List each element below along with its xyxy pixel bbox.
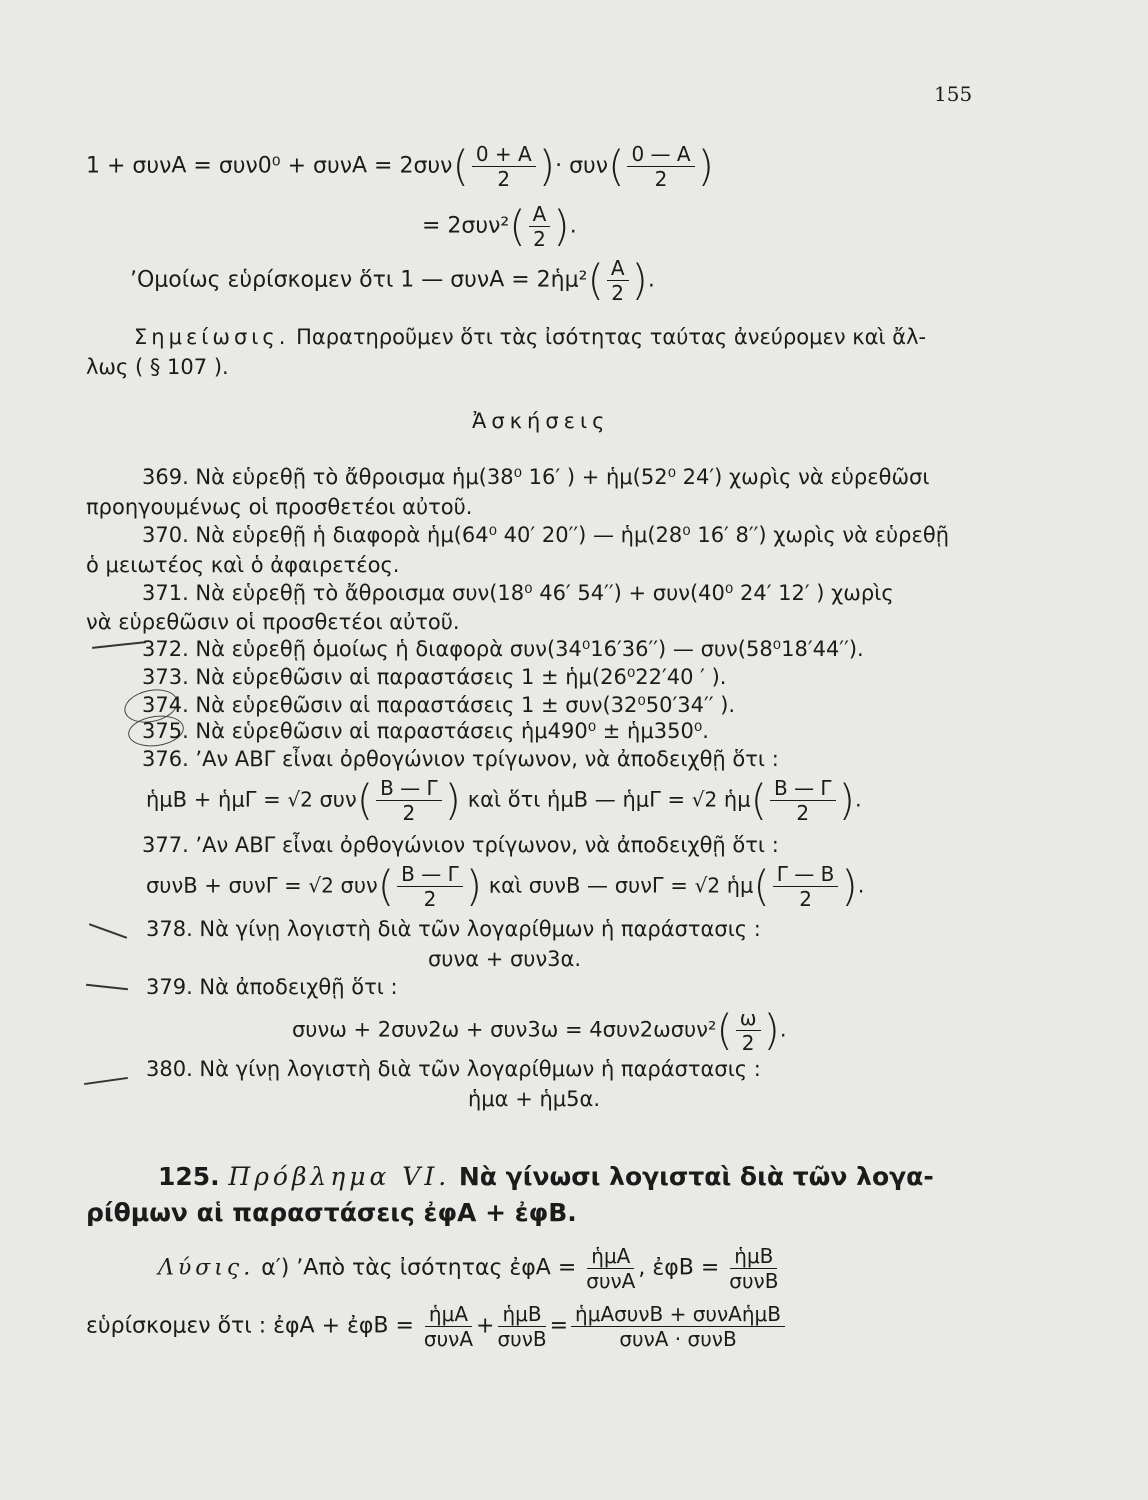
equation-line-1: 1 + συνΑ = συν0⁰ + συνΑ = 2συν( $\frac{0 + A}{2}$ )· συν( $\frac{0 — A}{2}$ ) <box>86 141 714 191</box>
bleed-through-text <box>720 380 726 402</box>
fraction: $\frac{0 + A}{2}$ <box>472 142 536 191</box>
exercise-376-text: 376. ʼΑν ΑΒΓ εἶναι ὀρθογώνιον τρίγωνον, νὰ ἀποδειχθῇ ὅτι : <box>142 747 779 771</box>
exercise-369-line-1: 369. Νὰ εὑρεθῇ τὸ ἄθροισμα ἡμ(38⁰ 16′ ) + ἡμ(52⁰ 24′) χωρὶς νὰ εὑρεθῶσι <box>142 465 930 489</box>
exercise-370-line-1: 370. Νὰ εὑρεθῇ ἡ διαφορὰ ἡμ(64⁰ 40′ 20′′) — ἡμ(28⁰ 16′ 8′′) χωρὶς νὰ εὑρεθῇ <box>142 523 950 547</box>
pencil-mark <box>92 641 146 649</box>
exercises-heading: Ἀσκήσεις <box>472 409 610 433</box>
exercise-377-text: 377. ʼΑν ΑΒΓ εἶναι ὀρθογώνιον τρίγωνον, νὰ ἀποδειχθῇ ὅτι : <box>142 833 779 857</box>
section-125-title-line-2: ρίθμων αἱ παραστάσεις ἐφΑ + ἐφΒ. <box>86 1198 577 1227</box>
exercise-376-formula: ἡμΒ + ἡμΓ = √2 συν( $\frac{B — \Gamma}{2}$ ) καὶ ὅτι ἡμΒ — ἡμΓ = √2 ἡμ( $\frac{B — \Gamma}{2}$ ). <box>146 775 862 825</box>
exercise-379-formula: συνω + 2συν2ω + συν3ω = 4συν2ωσυν²( $\frac{\omega}{2}$ ). <box>292 1005 787 1055</box>
exercise-373: 373. Νὰ εὑρεθῶσιν αἱ παραστάσεις 1 ± ἡμ(26⁰22′40 ′ ). <box>142 665 727 689</box>
solution-line-1: Λύσις. α′) ʼΑπὸ τὰς ἰσότητας ἐφΑ = $\frac{\text{ἡμΑ}}{\text{συνΑ}}$ , ἐφΒ = $\frac{\text{ἡμΒ}}{\text{συνΒ}}$ <box>158 1244 779 1293</box>
exercise-370-line-2: ὁ μειωτέος καὶ ὁ ἀφαιρετέος. <box>86 553 400 577</box>
exercise-378-text: 378. Νὰ γίνῃ λογιστὴ διὰ τῶν λογαρίθμων ἡ παράστασις : <box>146 917 761 941</box>
exercise-380-text: 380. Νὰ γίνῃ λογιστὴ διὰ τῶν λογαρίθμων ἡ παράστασις : <box>146 1057 761 1081</box>
exercise-372: 372. Νὰ εὑρεθῇ ὁμοίως ἡ διαφορὰ συν(34⁰16′36′′) — συν(58⁰18′44′′). <box>142 637 864 661</box>
exercise-371-line-2: νὰ εὑρεθῶσιν οἱ προσθετέοι αὐτοῦ. <box>86 610 460 634</box>
exercise-374: 374. Νὰ εὑρεθῶσιν αἱ παραστάσεις 1 ± συν(32⁰50′34′′ ). <box>142 693 736 717</box>
pencil-mark <box>86 984 128 990</box>
exercise-375: 375. Νὰ εὑρεθῶσιν αἱ παραστάσεις ἡμ490⁰ ± ἡμ350⁰. <box>142 719 709 743</box>
exercise-378-formula: συνα + συν3α. <box>428 947 582 971</box>
exercise-380-formula: ἡμα + ἡμ5α. <box>468 1087 601 1111</box>
equation-line-3: ʼΟμοίως εὑρίσκομεν ὅτι 1 — συνΑ = 2ἡμ²( $\frac{A}{2}$ ). <box>130 255 655 305</box>
solution-line-2: εὑρίσκομεν ὅτι : ἐφΑ + ἐφΒ = $\frac{\text{ἡμΑ}}{\text{συνΑ}}$ + $\frac{\text{ἡμΒ}}{\text{συνΒ}}$ = $\frac{\text{ἡμΑσυνΒ + συνΑἡμΒ}}{\text{συνΑ · συνΒ}}$ <box>86 1302 788 1351</box>
pencil-mark <box>84 1077 128 1085</box>
fraction: $\frac{A}{2}$ <box>607 256 629 305</box>
equation-text: 1 + συνΑ = συν0⁰ + συνΑ = 2συν <box>86 153 453 179</box>
equation-line-2: = 2συν²( $\frac{A}{2}$ ). <box>422 201 577 251</box>
exercise-371-line-1: 371. Νὰ εὑρεθῇ τὸ ἄθροισμα συν(18⁰ 46′ 54′′) + συν(40⁰ 24′ 12′ ) χωρὶς <box>142 581 894 605</box>
exercise-377-formula: συνΒ + συνΓ = √2 συν( $\frac{B — \Gamma}{2}$ ) καὶ συνΒ — συνΓ = √2 ἡμ( $\frac{\Gamma — B}{2}$ ). <box>146 861 865 911</box>
fraction: $\frac{0 — A}{2}$ <box>627 142 694 191</box>
note-line-2: λως ( § 107 ). <box>86 355 229 379</box>
pencil-mark <box>89 923 127 939</box>
fraction: $\frac{A}{2}$ <box>529 202 551 251</box>
exercise-369-line-2: προηγουμένως οἱ προσθετέοι αὐτοῦ. <box>86 495 473 519</box>
exercise-379-text: 379. Νὰ ἀποδειχθῇ ὅτι : <box>146 975 398 999</box>
note-line-1: Σημείωσις. Παρατηροῦμεν ὅτι τὰς ἰσότητας ταύτας ἀνεύρομεν καὶ ἄλ- <box>134 325 927 349</box>
page-number: 155 <box>934 82 973 106</box>
section-125-title-line-1: 125. Πρόβλημα VI. Νὰ γίνωσι λογισταὶ διὰ τῶν λογα- <box>158 1162 934 1191</box>
